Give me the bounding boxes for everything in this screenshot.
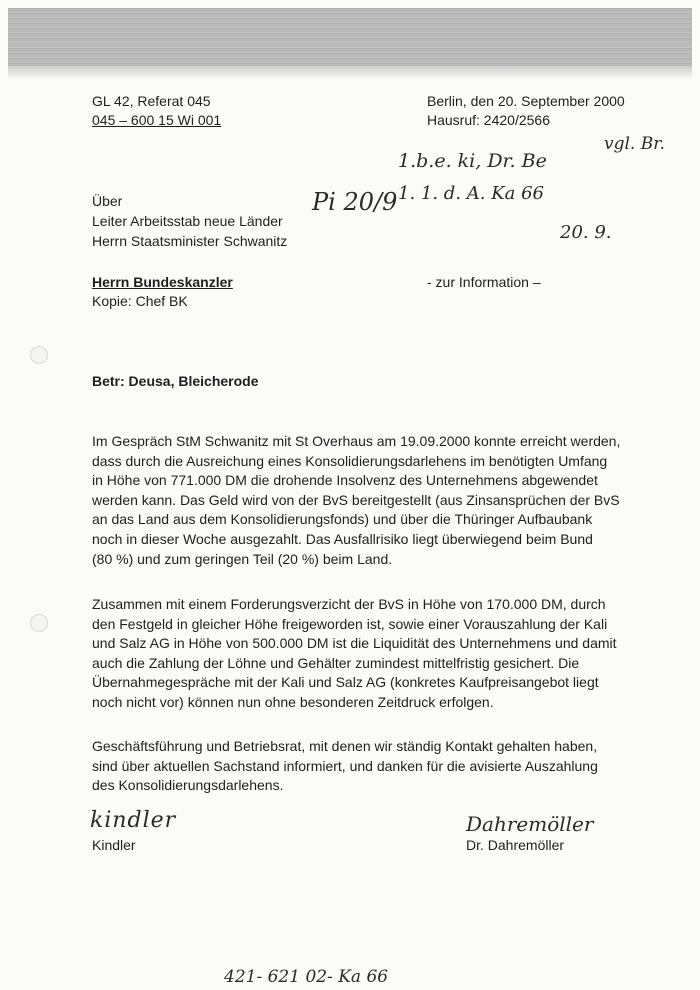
paragraph-line: in Höhe von 771.000 DM die drohende Insolvenz des Unternehmens abgewendet — [92, 472, 598, 489]
body-paragraph-2 — [92, 595, 632, 713]
scan-artifact-band — [8, 8, 692, 66]
handwritten-reference-top: vgl. Br. — [604, 134, 665, 154]
handwritten-date-mark: 20. 9. — [560, 222, 612, 243]
paragraph-line: Zusammen mit einem Forderungsverzicht der BvS in Höhe von 170.000 DM, durch — [92, 596, 606, 612]
signer-right-name: Dr. Dahremöller — [466, 837, 565, 853]
punch-hole-bottom — [30, 614, 48, 632]
paragraph-line: an das Land aus dem Konsolidierungsfonds) und über die Thüringer Aufbaubank — [92, 511, 593, 528]
signature-dahremoeller: Dahremöller — [466, 812, 594, 836]
punch-hole-top — [30, 346, 48, 364]
signature-kindler: kindler — [90, 808, 177, 833]
phone-extension: Hausruf: 2420/2566 — [427, 112, 550, 128]
paragraph-line: noch nicht vor) können nun ohne besonderen Zeitdruck erfolgen. — [92, 693, 494, 710]
signer-left-name: Kindler — [92, 837, 136, 853]
paragraph-line: auch die Zahlung der Löhne und Gehälter zumindest mittelfristig gesichert. Die — [92, 654, 580, 671]
paragraph-line: noch in dieser Woche ausgezahlt. Das Ausfallrisiko liegt überwiegend beim Bund — [92, 530, 593, 547]
handwritten-footer-reference: 421- 621 02- Ka 66 — [224, 967, 389, 987]
handwritten-file-note: 1. 1. d. A. Ka 66 — [398, 183, 545, 204]
paragraph-line: den Festgeld in gleicher Höhe freigeworden ist, sowie einer Vorauszahlung der Kali — [92, 615, 608, 632]
paragraph-line: sind über aktuellen Sachstand informiert, und danken für die avisierte Auszahlung — [92, 757, 598, 774]
scan-artifact-fade — [8, 66, 692, 80]
paragraph-line: Im Gespräch StM Schwanitz mit St Overhaus am 19.09.2000 konnte erreicht werden, — [92, 433, 621, 449]
routing-line-3: Herrn Staatsminister Schwanitz — [92, 233, 288, 249]
paragraph-line: werden kann. Das Geld wird von der BvS bereitgestellt (aus Zinsansprüchen der BvS — [92, 491, 620, 508]
handwritten-routing-note: 1.b.e. ki, Dr. Be — [398, 150, 547, 172]
routing-line-2: Leiter Arbeitsstab neue Länder — [92, 213, 283, 229]
paragraph-line: und Salz AG in Höhe von 500.000 DM ist die Liquidität des Unternehmens und damit — [92, 635, 617, 652]
letter-date: Berlin, den 20. September 2000 — [427, 93, 625, 109]
purpose-note: - zur Information – — [427, 274, 541, 290]
routing-line-1: Über — [92, 193, 123, 209]
paragraph-line: dass durch die Ausreichung eines Konsolidierungsdarlehens im benötigten Umfang — [92, 452, 608, 469]
paragraph-line: (80 %) und zum geringen Teil (20 %) beim Land. — [92, 550, 393, 567]
paragraph-line: des Konsolidierungsdarlehens. — [92, 777, 284, 794]
handwritten-initials: Pi 20/9 — [312, 188, 398, 216]
copy-recipient: Kopie: Chef BK — [92, 293, 188, 309]
paragraph-line: Geschäftsführung und Betriebsrat, mit denen wir ständig Kontakt gehalten haben, — [92, 738, 598, 754]
recipient-name: Herrn Bundeskanzler — [92, 274, 233, 290]
body-paragraph-1 — [92, 432, 632, 569]
department-line: GL 42, Referat 045 — [92, 93, 211, 109]
subject-line: Betr: Deusa, Bleicherode — [92, 373, 259, 389]
paragraph-line: Übernahmegespräche mit der Kali und Salz AG (konkretes Kaufpreisangebot liegt — [92, 674, 599, 691]
file-reference: 045 – 600 15 Wi 001 — [92, 112, 222, 128]
body-paragraph-3 — [92, 737, 632, 796]
